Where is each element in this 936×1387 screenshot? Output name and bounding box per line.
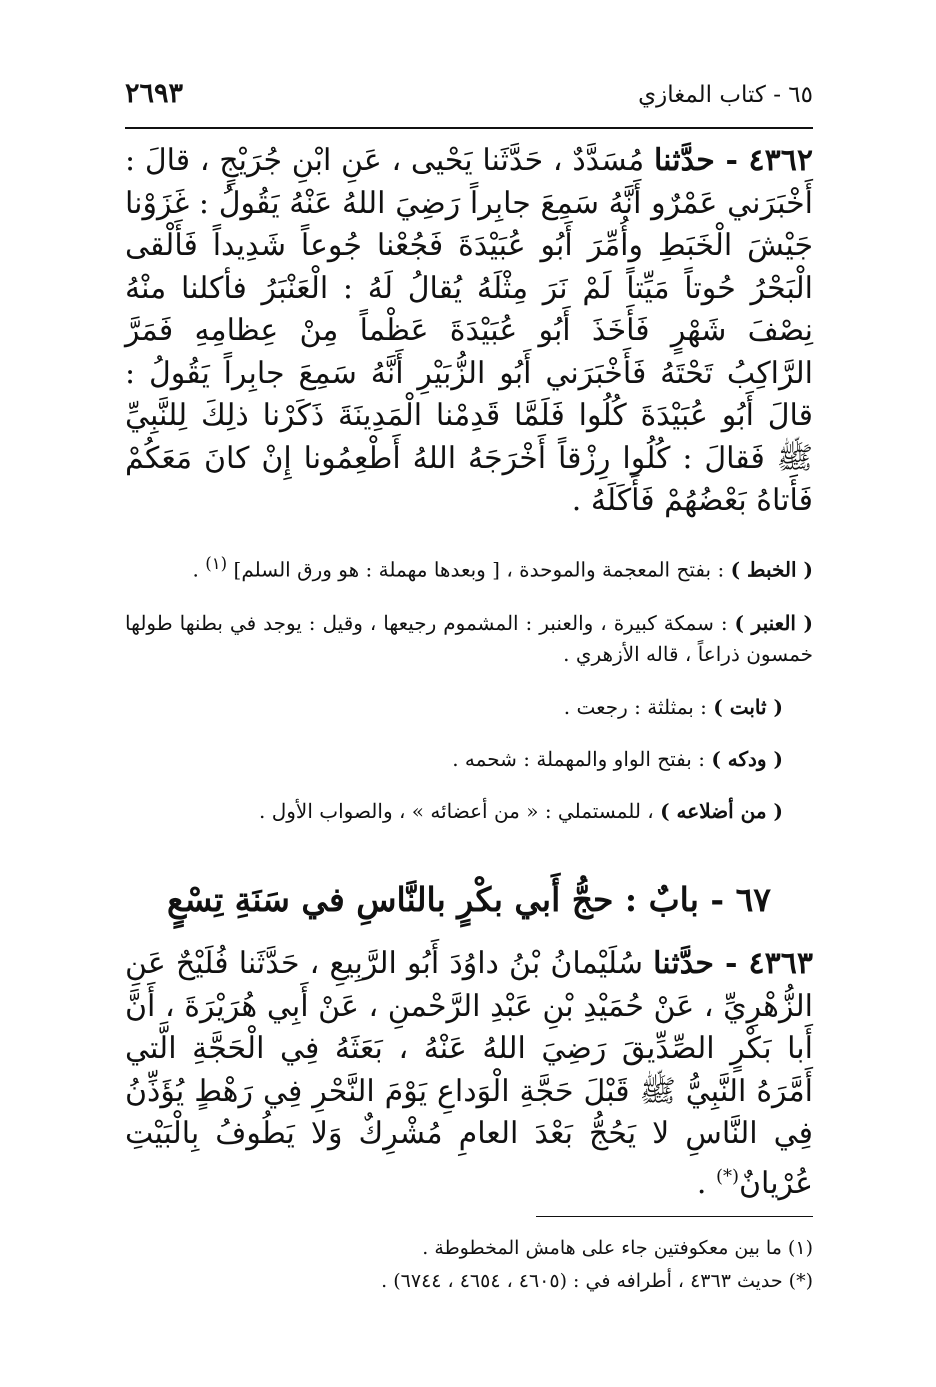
note-text: : بفتح المعجمة والموحدة ، [ وبعدها مهملة : هو ورق السلم] — [227, 557, 731, 582]
note-item — [125, 692, 813, 723]
note-term: ( ودكه ) — [711, 746, 783, 771]
page-number: ٢٦٩٣ — [125, 78, 184, 109]
footnote-item: (*) حديث ٤٣٦٣ ، أطرافه في : (٤٦٠٥ ، ٤٦٥٤ ، ٦٧٤٤) . — [381, 1270, 813, 1292]
note-item — [125, 796, 813, 827]
footnotes — [125, 1232, 813, 1298]
footnote-item: (١) ما بين معكوفتين جاء على هامش المخطوطة . — [422, 1237, 813, 1259]
note-term: ( من أضلاعه ) — [660, 798, 783, 823]
bab-title: ٦٧ - بابٌ : حجُّ أَبي بكْرٍ بالنَّاسِ في سَنَةِ تِسْعٍ — [166, 880, 772, 919]
chapter-title: ٦٥ - كتاب المغازي — [638, 82, 813, 108]
hadith-text: سُلَيْمانُ بْنُ داوُدَ أَبُو الرَّبِيعِ ، حَدَّثَنا فُلَيْحٌ عَنِ الزُّهْرِيِّ ، عَنْ حُمَيْدِ بْنِ عَبْدِ الرَّحْمنِ ، عَنْ أَبِي هُرَيْرَةَ ، أَنَّ أَبا بَكْرٍ الصِّدِّيقَ رَضِيَ اللهُ عَنْهُ ، بَعَثَهُ فِي الْحَجَّةِ الَّتي أَمَّرَهُ النَّبِيُّ ﷺ قَبْلَ حَجَّةِ الْوَداعِ يَوْمَ النَّحْرِ فِي رَهْطٍ يُؤَذِّنُ فِي النَّاسِ لا يَحُجُّ بَعْدَ العامِ مُشْرِكٌ وَلا يَطُوفُ بِالْبَيْتِ عُرْيانٌ — [125, 946, 813, 1201]
header-rule — [125, 127, 813, 129]
note-end: . — [192, 557, 206, 582]
footnote-ref: (*) — [715, 1165, 740, 1187]
note-term: ( العنبر ) — [734, 610, 813, 635]
hadith-4362 — [125, 140, 813, 523]
footnote-ref: (١) — [205, 554, 228, 573]
note-item — [125, 548, 813, 586]
note-text: ، للمستملي : « من أعضائه » ، والصواب الأول . — [259, 798, 661, 823]
note-item — [125, 608, 813, 670]
hadith-4363 — [125, 943, 813, 1205]
hadith-number: ٤٣٦٣ - حدَّثنا — [653, 946, 813, 981]
hadith-number: ٤٣٦٢ - حدَّثنا — [654, 143, 813, 178]
note-text: : بمثلثة : رجعت . — [563, 694, 714, 719]
footnote-rule — [536, 1216, 813, 1217]
note-text: : بفتح الواو والمهملة : شحمه . — [452, 746, 712, 771]
note-item — [125, 744, 813, 775]
page-header — [125, 78, 813, 118]
note-term: ( الخبط ) — [730, 557, 813, 582]
hadith-text: مُسَدَّدٌ ، حَدَّثَنا يَحْيى ، عَنِ ابْنِ جُرَيْجٍ ، قالَ : أَخْبَرَني عَمْرٌو أَنَّهُ سَمِعَ جابِراً رَضِيَ اللهُ عَنْهُ يَقُولُ : غَزَوْنا جَيْشَ الْخَبَطِ وأُمِّرَ أَبُو عُبَيْدَةَ فَجُعْنا جُوعاً شَدِيداً فَأَلْقى الْبَحْرُ حُوتاً مَيِّتاً لَمْ نَرَ مِثْلَهُ يُقالُ لَهُ : الْعَنْبَرُ فأكلنا منْهُ نِصْفَ شَهْرٍ فَأَخَذَ أَبُو عُبَيْدَةَ عَظْماً مِنْ عِظامِهِ فَمَرَّ الرَّاكِبُ تَحْتَهُ فَأَخْبَرَني أَبُو الزُّبَيْرِ أَنَّهُ سَمِعَ جابِراً يَقُولُ : قالَ أَبُو عُبَيْدَةَ كُلُوا فَلَمَّا قَدِمْنا الْمَدِينَةَ ذَكَرْنا ذلِكَ لِلنَّبِيِّ ﷺ فَقالَ : كُلُوا رِزْقاً أَخْرَجَهُ اللهُ أَطْعِمُونا إِنْ كانَ مَعَكُمْ فَأَتاهُ بَعْضُهُمْ فَأَكَلَهُ . — [125, 143, 813, 518]
explanatory-notes — [125, 548, 813, 827]
note-text: : سمكة كبيرة ، والعنبر : المشموم رجيعها ، وقيل : يوجد في بطنها طولها خمسون ذراعاً ، قاله الأزهري . — [125, 610, 813, 666]
hadith-end: . — [696, 1165, 716, 1201]
note-term: ( ثابت ) — [713, 694, 783, 719]
